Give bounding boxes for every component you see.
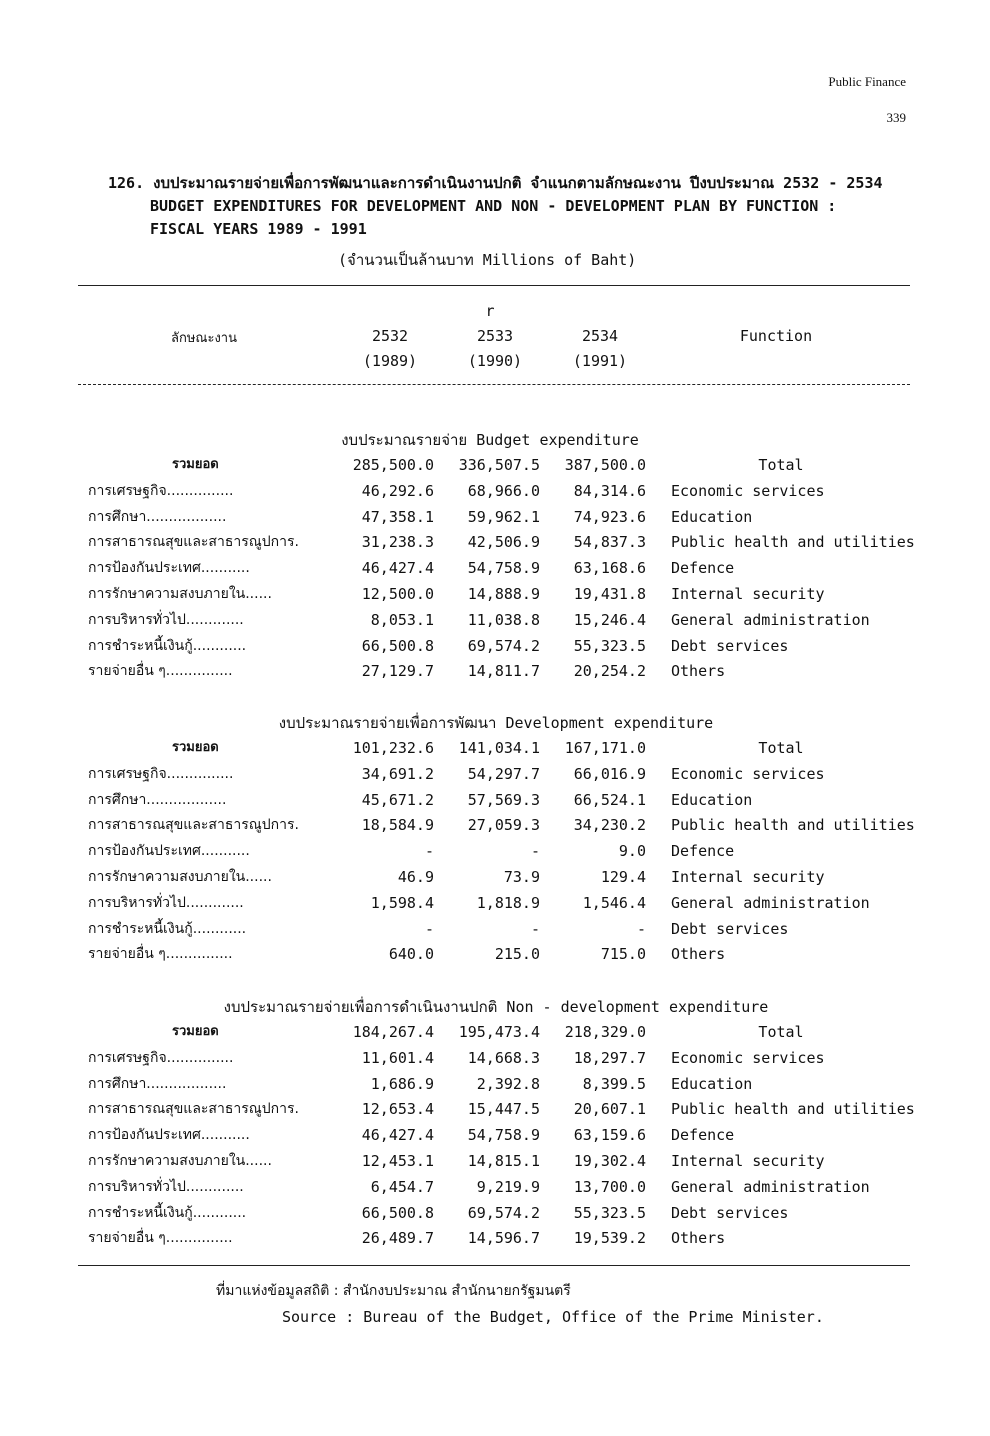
value-2532: 6,454.7 [370, 1177, 434, 1196]
function-english: Education [671, 790, 753, 809]
section-title: งบประมาณรายจ่าย Budget expenditure [341, 431, 639, 449]
section-title: งบประมาณรายจ่ายเพื่อการพัฒนา Development expenditure [278, 714, 714, 732]
unit-note: (จำนวนเป็นล้านบาท Millions of Baht) [338, 251, 637, 269]
function-english: General administration [671, 610, 870, 629]
function-thai: การสาธารณสุขและสาธารณูปการ. [88, 817, 299, 834]
function-thai: การศึกษา.................. [88, 791, 227, 808]
function-english: Defence [671, 1126, 735, 1145]
running-head: Public Finance [828, 74, 906, 89]
value-2534: 8,399.5 [582, 1074, 646, 1093]
value-2533: 9,219.9 [476, 1177, 540, 1196]
value-2534: 1,546.4 [582, 893, 646, 912]
value-2532: 12,653.4 [361, 1100, 434, 1119]
value-2534: 129.4 [600, 868, 646, 886]
column-header-2533: 2533 [476, 327, 514, 345]
value-2532: 46,427.4 [361, 1126, 434, 1145]
value-2532: 12,500.0 [361, 585, 434, 603]
value-2532: 1,598.4 [370, 893, 434, 912]
function-thai: การสาธารณสุขและสาธารณูปการ. [88, 534, 299, 551]
function-thai: การชำระหนี้เงินกู้............ [88, 920, 247, 937]
value-2534: 18,297.7 [573, 1048, 646, 1067]
value-2533: 11,038.8 [467, 610, 540, 629]
value-2533: 14,668.3 [467, 1048, 540, 1067]
table-row [0, 557, 990, 583]
table-row [0, 943, 990, 969]
value-2533: 141,034.1 [458, 739, 540, 757]
function-english: Education [671, 1074, 753, 1093]
value-2533: 54,297.7 [467, 764, 540, 783]
value-2534: 63,168.6 [573, 559, 646, 578]
value-2533: 54,758.9 [467, 1126, 540, 1145]
function-thai: รายจ่ายอื่น ๆ............... [88, 663, 233, 680]
function-thai: การรักษาความสงบภายใน...... [88, 586, 272, 602]
value-2532: 12,453.1 [361, 1152, 434, 1170]
function-english: Public health and utilities [671, 1100, 915, 1119]
value-2533: 69,574.2 [467, 1203, 540, 1222]
function-thai: การศึกษา.................. [88, 508, 227, 525]
value-2533: 73.9 [503, 868, 540, 886]
value-2534: - [636, 919, 646, 938]
value-2532: - [424, 842, 434, 861]
value-2533: 14,596.7 [467, 1229, 540, 1248]
value-2534: 218,329.0 [564, 1023, 646, 1041]
value-2533: 42,506.9 [467, 533, 540, 552]
value-2533: 54,758.9 [467, 559, 540, 578]
function-thai: การเศรษฐกิจ............... [88, 1049, 234, 1066]
function-english: Defence [671, 559, 735, 578]
value-2532: 101,232.6 [352, 739, 434, 757]
function-thai: รายจ่ายอื่น ๆ............... [88, 946, 233, 963]
value-2533: 27,059.3 [467, 816, 540, 835]
value-2533: 14,811.7 [467, 662, 540, 681]
source-thai: ที่มาแห่งข้อมูลสถิติ : สำนักงบประมาณ สำนักนายกรัฐมนตรี [216, 1283, 571, 1299]
function-english: Internal security [671, 1152, 825, 1170]
value-2534: 20,607.1 [573, 1100, 646, 1119]
bottom-rule [78, 1265, 910, 1266]
table-row [0, 1098, 990, 1124]
value-2532: 8,053.1 [370, 610, 434, 629]
value-2533: 2,392.8 [476, 1074, 540, 1093]
value-2533: 14,888.9 [467, 585, 540, 603]
table-row [0, 840, 990, 866]
value-2533: 68,966.0 [467, 481, 540, 500]
table-row [0, 892, 990, 918]
column-header-function-thai: ลักษณะงาน [171, 331, 237, 346]
table-row [0, 635, 990, 661]
function-thai: การเศรษฐกิจ............... [88, 482, 234, 499]
value-2534: 63,159.6 [573, 1126, 646, 1145]
section-title: งบประมาณรายจ่ายเพื่อการดำเนินงานปกติ Non - development expenditure [223, 998, 769, 1016]
value-2534: 66,524.1 [573, 790, 646, 809]
value-2534: 20,254.2 [573, 662, 646, 681]
column-header-1990: (1990) [467, 352, 523, 370]
table-row [0, 531, 990, 557]
function-thai: รวมยอด [172, 740, 219, 755]
function-english: Public health and utilities [671, 816, 915, 835]
value-2532: 184,267.4 [352, 1023, 434, 1041]
value-2532: 46,292.6 [361, 481, 434, 500]
value-2534: 84,314.6 [573, 481, 646, 500]
value-2532: 47,358.1 [361, 507, 434, 526]
table-row [0, 789, 990, 815]
value-2532: 31,238.3 [361, 533, 434, 552]
function-thai: รวมยอด [172, 457, 219, 472]
value-2534: 54,837.3 [573, 533, 646, 552]
value-2533: 15,447.5 [467, 1100, 540, 1119]
table-row [0, 583, 990, 609]
table-row [0, 918, 990, 944]
column-header-function: Function [739, 327, 813, 345]
top-rule [78, 285, 910, 286]
function-english: Total [758, 1023, 804, 1041]
value-2534: 9.0 [618, 842, 646, 861]
value-2532: 26,489.7 [361, 1229, 434, 1248]
column-marker: r [485, 302, 495, 320]
column-header-2534: 2534 [581, 327, 619, 345]
function-english: Others [671, 1229, 726, 1248]
value-2534: 715.0 [600, 945, 646, 964]
value-2533: - [530, 919, 540, 938]
value-2532: - [424, 919, 434, 938]
table-row [0, 1073, 990, 1099]
value-2533: 1,818.9 [476, 893, 540, 912]
function-english: Total [758, 739, 804, 757]
function-english: General administration [671, 1177, 870, 1196]
function-english: Economic services [671, 1048, 825, 1067]
function-thai: การบริหารทั่วไป............. [88, 1178, 244, 1195]
function-thai: การชำระหนี้เงินกู้............ [88, 1204, 247, 1221]
value-2534: 74,923.6 [573, 507, 646, 526]
function-thai: การป้องกันประเทศ........... [88, 1127, 250, 1144]
value-2534: 55,323.5 [573, 1203, 646, 1222]
value-2532: 27,129.7 [361, 662, 434, 681]
table-row [0, 866, 990, 892]
value-2533: 336,507.5 [458, 456, 540, 474]
function-thai: การสาธารณสุขและสาธารณูปการ. [88, 1101, 299, 1118]
value-2533: 57,569.3 [467, 790, 540, 809]
value-2532: 640.0 [388, 945, 434, 964]
function-english: Internal security [671, 868, 825, 886]
function-thai: การป้องกันประเทศ........... [88, 843, 250, 860]
value-2532: 1,686.9 [370, 1074, 434, 1093]
table-row [0, 1124, 990, 1150]
value-2534: 19,431.8 [573, 585, 646, 603]
table-row [0, 609, 990, 635]
function-thai: การรักษาความสงบภายใน...... [88, 869, 272, 885]
table-row [0, 506, 990, 532]
value-2534: 167,171.0 [564, 739, 646, 757]
value-2533: 215.0 [494, 945, 540, 964]
function-english: Internal security [671, 585, 825, 603]
function-thai: การชำระหนี้เงินกู้............ [88, 637, 247, 654]
function-english: Economic services [671, 481, 825, 500]
function-english: Others [671, 945, 726, 964]
value-2533: 59,962.1 [467, 507, 540, 526]
value-2532: 66,500.8 [361, 1203, 434, 1222]
table-row [0, 1202, 990, 1228]
table-row [0, 480, 990, 506]
value-2534: 15,246.4 [573, 610, 646, 629]
table-row [0, 660, 990, 686]
function-thai: การบริหารทั่วไป............. [88, 894, 244, 911]
table-row [0, 1047, 990, 1073]
table-row [0, 1227, 990, 1253]
function-thai: รวมยอด [172, 1024, 219, 1039]
function-thai: การศึกษา.................. [88, 1075, 227, 1092]
table-title-thai [108, 172, 908, 195]
column-header-2532: 2532 [371, 327, 409, 345]
value-2533: 69,574.2 [467, 636, 540, 655]
header-rule [78, 384, 910, 385]
value-2533: 195,473.4 [458, 1023, 540, 1041]
column-header-1989: (1989) [362, 352, 418, 370]
value-2532: 18,584.9 [361, 816, 434, 835]
function-english: Debt services [671, 636, 789, 655]
function-english: Economic services [671, 764, 825, 783]
table-title-english-2: FISCAL YEARS 1989 - 1991 [150, 220, 367, 238]
function-english: General administration [671, 893, 870, 912]
table-number: 126. [108, 174, 145, 192]
value-2532: 46.9 [397, 868, 434, 886]
page-number: 339 [886, 110, 906, 125]
value-2532: 34,691.2 [361, 764, 434, 783]
column-header-1991: (1991) [572, 352, 628, 370]
total-row [0, 1021, 990, 1047]
function-english: Others [671, 662, 726, 681]
table-row [0, 814, 990, 840]
function-thai: การบริหารทั่วไป............. [88, 611, 244, 628]
value-2532: 46,427.4 [361, 559, 434, 578]
function-english: Total [758, 456, 804, 474]
value-2532: 285,500.0 [352, 456, 434, 474]
function-thai: การป้องกันประเทศ........... [88, 560, 250, 577]
table-title [108, 172, 908, 241]
function-thai: การเศรษฐกิจ............... [88, 765, 234, 782]
value-2534: 19,539.2 [573, 1229, 646, 1248]
function-english: Education [671, 507, 753, 526]
function-english: Defence [671, 842, 735, 861]
table-title-thai-text: งบประมาณรายจ่ายเพื่อการพัฒนาและการดำเนินงานปกติ จำแนกตามลักษณะงาน ปีงบประมาณ 2532 - 2534 [153, 174, 883, 192]
value-2532: 11,601.4 [361, 1048, 434, 1067]
function-english: Public health and utilities [671, 533, 915, 552]
value-2534: 34,230.2 [573, 816, 646, 835]
value-2532: 66,500.8 [361, 636, 434, 655]
value-2534: 387,500.0 [564, 456, 646, 474]
value-2534: 55,323.5 [573, 636, 646, 655]
function-english: Debt services [671, 1203, 789, 1222]
table-title-english-1: BUDGET EXPENDITURES FOR DEVELOPMENT AND NON - DEVELOPMENT PLAN BY FUNCTION : [150, 197, 837, 215]
value-2532: 45,671.2 [361, 790, 434, 809]
value-2534: 13,700.0 [573, 1177, 646, 1196]
total-row [0, 454, 990, 480]
value-2534: 66,016.9 [573, 764, 646, 783]
source-english: Source : Bureau of the Budget, Office of the Prime Minister. [282, 1308, 824, 1326]
table-row [0, 1150, 990, 1176]
function-thai: รายจ่ายอื่น ๆ............... [88, 1230, 233, 1247]
total-row [0, 737, 990, 763]
value-2533: - [530, 842, 540, 861]
value-2533: 14,815.1 [467, 1152, 540, 1170]
table-row [0, 1176, 990, 1202]
function-english: Debt services [671, 919, 789, 938]
table-row [0, 763, 990, 789]
value-2534: 19,302.4 [573, 1152, 646, 1170]
function-thai: การรักษาความสงบภายใน...... [88, 1153, 272, 1169]
